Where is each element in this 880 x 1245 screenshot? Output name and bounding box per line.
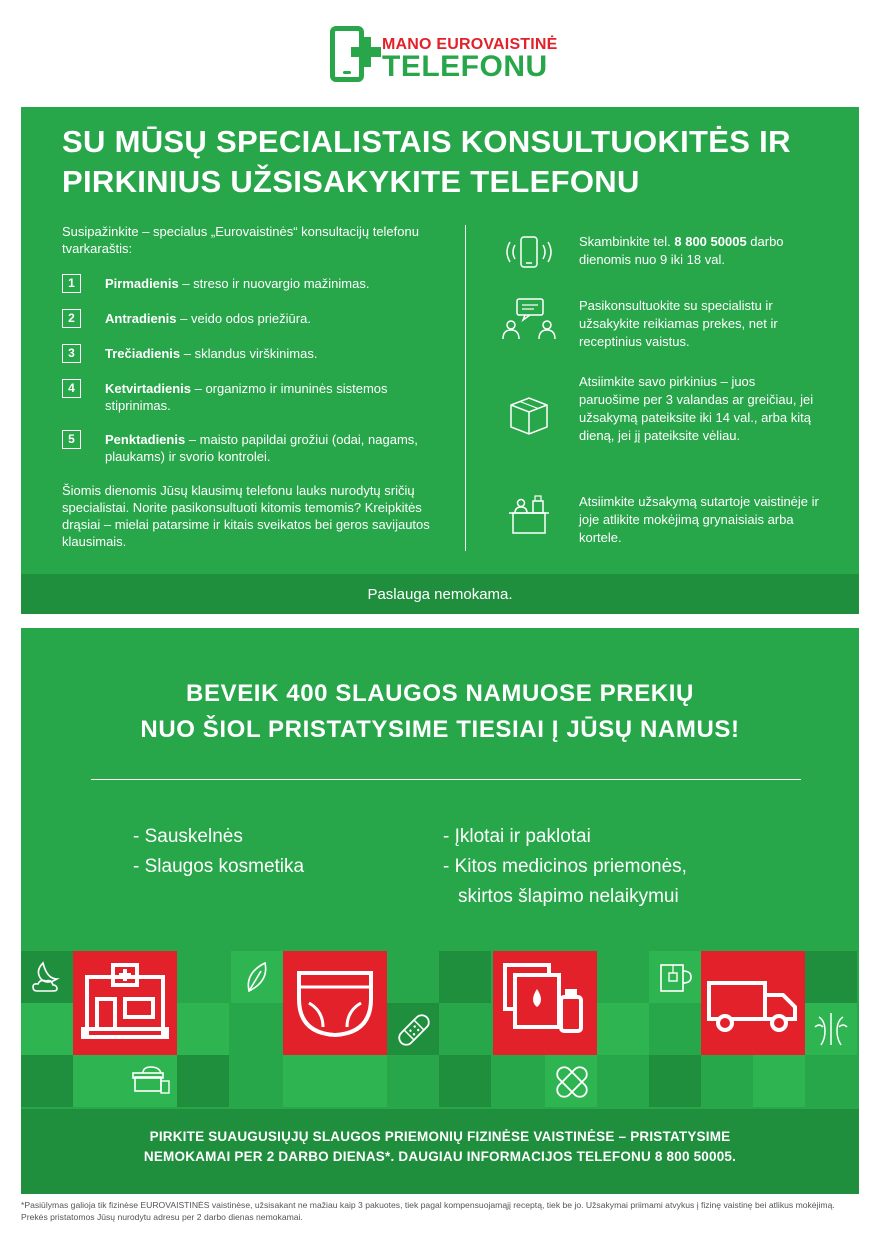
footer-line-2: NEMOKAMAI PER 2 DARBO DIENAS*. DAUGIAU INFORMACIJOS TELEFONU 8 800 50005. <box>143 1149 737 1164</box>
consultation-title: SU MŪSŲ SPECIALISTAIS KONSULTUOKITĖS IR PIRKINIUS UŽSISAKYKITE TELEFONU <box>62 124 791 199</box>
brand-logo <box>330 26 558 82</box>
step-text: Skambinkite tel. <box>579 234 675 249</box>
product-list-left <box>133 822 304 882</box>
day-topic: – maisto papildai grožiui (odai, nagams, plaukams) ir svorio kontrolei. <box>105 432 418 464</box>
day-number: 5 <box>62 430 81 449</box>
free-service-banner: Paslauga nemokama. <box>21 574 859 614</box>
schedule-day <box>62 431 432 465</box>
tea-cup-icon <box>655 957 695 997</box>
plaster-icon <box>551 1061 593 1103</box>
list-item: - Įklotai ir paklotai <box>443 826 591 847</box>
day-number: 1 <box>62 274 81 293</box>
cream-jar-icon <box>131 1063 171 1099</box>
day-number: 3 <box>62 344 81 363</box>
schedule-day <box>62 345 432 363</box>
consultation-icon <box>501 297 557 341</box>
delivery-tile <box>701 951 805 1055</box>
body-back-icon <box>811 1009 851 1049</box>
pharmacy-tile <box>73 951 177 1055</box>
day-name: Ketvirtadienis <box>105 381 191 396</box>
day-topic: – veido odos priežiūra. <box>176 311 311 326</box>
consultation-panel <box>21 107 859 614</box>
diaper-tile <box>283 951 387 1055</box>
delivery-truck-icon <box>701 951 805 1055</box>
schedule-intro: Susipažinkite – specialus „Eurovaistinės“ konsultacijų telefonu tvarkaraštis: <box>62 224 419 256</box>
day-number: 2 <box>62 309 81 328</box>
package-box-icon <box>501 393 557 437</box>
schedule-day <box>62 275 432 293</box>
cross-logo-icon <box>351 37 381 67</box>
medical-supplies-tile <box>493 951 597 1055</box>
step-consult <box>501 297 831 351</box>
step-collect <box>501 373 831 445</box>
leaf-icon <box>241 959 273 995</box>
step-text: Pasikonsultuokite su specialistu ir užsakykite reikiamas prekes, net ir receptinius vaistus. <box>579 298 778 349</box>
home-care-title <box>21 676 859 748</box>
phone-number: 8 800 50005 <box>674 234 747 249</box>
title-line-1: BEVEIK 400 SLAUGOS NAMUOSE PREKIŲ <box>186 680 694 707</box>
day-name: Penktadienis <box>105 432 186 447</box>
title-line-2: NUO ŠIOL PRISTATYSIME TIESIAI Į JŪSŲ NAMUS! <box>140 716 740 743</box>
list-item: skirtos šlapimo nelaikymui <box>458 886 679 907</box>
step-text-end: darbo dienomis nuo 9 iki 18 val. <box>579 234 784 267</box>
footnote: *Pasiūlymas galioja tik fizinėse EUROVAISTINĖS vaistinėse, užsisakant ne mažiau kaip 3 pakuotes, tiek pagal kompensuojamąjį receptą, tiek be jo. Užsakymai priimami atvykus į fizinę vaistinę bei atlikus mokėjimą. Prekės pristatomos Jūsų nurodytu adresu per 2 darbo dienas nemokamai. <box>21 1200 835 1222</box>
bandage-icon <box>393 1009 435 1051</box>
step-call <box>501 233 831 277</box>
day-topic: – streso ir nuovargio mažinimas. <box>178 276 370 291</box>
list-item: - Slaugos kosmetika <box>133 856 305 877</box>
home-care-footer <box>21 1109 859 1194</box>
column-divider <box>465 225 466 551</box>
day-name: Pirmadienis <box>105 276 179 291</box>
footer-line-1: PIRKITE SUAUGUSIŲJŲ SLAUGOS PRIEMONIŲ FIZINĖSE VAISTINĖSE – PRISTATYSIME <box>149 1129 731 1144</box>
step-text: Atsiimkite užsakymą sutartoje vaistinėje ir joje atlikite mokėjimą grynaisiais arba kortele. <box>579 494 819 545</box>
product-list-right <box>443 822 687 912</box>
logo-line-1: MANO EUROVAISTINĖ <box>382 36 558 53</box>
day-name: Antradienis <box>105 311 177 326</box>
schedule-column <box>62 223 432 550</box>
day-topic: – sklandus virškinimas. <box>180 346 318 361</box>
home-care-panel <box>21 628 859 1194</box>
schedule-day <box>62 380 432 414</box>
title-divider <box>91 779 801 780</box>
schedule-outro: Šiomis dienomis Jūsų klausimų telefonu lauks nurodytų sričių specialistai. Norite pasikonsultuoti kitomis temomis? Kreipkitės drąsiai – mielai patarsime ir kitais sveikatos bei geros savijautos klausimais. <box>62 483 430 549</box>
day-number: 4 <box>62 379 81 398</box>
list-item: - Kitos medicinos priemonės, <box>443 856 687 877</box>
phone-ringing-icon <box>501 233 557 277</box>
day-name: Trečiadienis <box>105 346 181 361</box>
diaper-icon <box>283 951 387 1055</box>
list-item: - Sauskelnės <box>133 826 243 847</box>
logo-line-2: TELEFONU <box>382 50 548 83</box>
phone-logo-icon <box>330 26 364 82</box>
medical-supplies-icon <box>493 951 597 1055</box>
pharmacy-counter-icon <box>501 493 557 537</box>
step-pay <box>501 493 831 547</box>
step-text: Atsiimkite savo pirkinius – juos paruošime per 3 valandas ar greičiau, jei užsakymą pateiksite iki 14 val., arba kitą dieną, jei jį pateiksite vėliau. <box>579 374 814 443</box>
day-topic: – organizmo ir imuninės sistemos stiprinimas. <box>105 381 388 413</box>
schedule-day <box>62 310 432 328</box>
pharmacy-icon <box>73 951 177 1055</box>
icon-mosaic <box>21 951 859 1109</box>
moon-night-icon <box>29 957 67 995</box>
